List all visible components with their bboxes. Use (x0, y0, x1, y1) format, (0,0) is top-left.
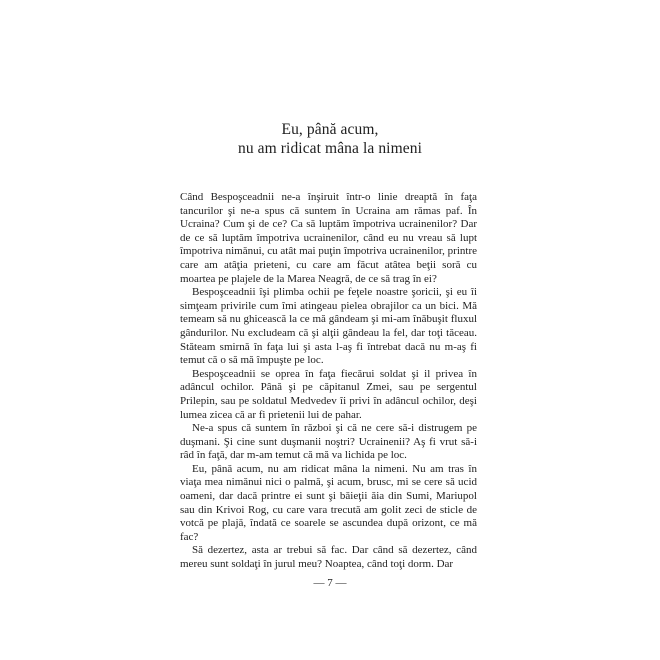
paragraph: Bespoşceadnii îşi plimba ochii pe feţele noastre şoricii, şi eu îi simţeam privirile cum îmi atingeau pielea obrajilor ca un bici. Mă temeam să nu ghicească la ce mă gândeam şi mi-am înăbuşit fluxul gândurilor. Nu excludeam că şi alţii gândeau la fel, dar toţi tăceau. Stăteam smirnă în faţa lui şi asta l-aş fi întrebat dacă nu m-aş fi temut că o să mă împuşte pe loc. (180, 286, 477, 367)
paragraph: Când Bespoşceadnii ne-a înşiruit într-o linie dreaptă în faţa tancurilor şi ne-a spus că suntem în Ucraina am rămas paf. În Ucraina? Cum şi de ce? Ca să luptăm împotriva ucrainenilor? Dar de ce să luptăm împotriva ucrainenilor, când eu nu vreau să lupt împotriva nimănui, cu atât mai puţin împotriva ucrainenilor, printre care am atâţia prieteni, cu care am făcut atâtea beţii soră cu moartea pe plajele de la Marea Neagră, de ce să trag în ei? (180, 191, 477, 285)
page-number: — 7 — (313, 577, 347, 589)
chapter-title-line-1: Eu, până acum, (281, 121, 379, 138)
chapter-title (0, 120, 660, 158)
paragraph: Ne-a spus că suntem în război şi că ne cere să-i distrugem pe duşmani. Şi cine sunt duşmanii noştri? Ucrainenii? Aş fi vrut să-i râd în faţă, dar m-am temut că mă va lichida pe loc. (180, 422, 477, 462)
chapter-title-line-2: nu am ridicat mâna la nimeni (237, 140, 422, 157)
paragraph: Să dezertez, asta ar trebui să fac. Dar când să dezertez, când mereu sunt soldaţi în jurul meu? Noaptea, când toţi dorm. Dar (180, 544, 477, 571)
chapter-body (180, 191, 477, 572)
paragraph: Bespoşceadnii se oprea în faţa fiecărui soldat şi il privea în adâncul ochilor. Până şi pe căpitanul Zmei, sau pe sergentul Prilepin, sau pe soldatul Medvedev îi privi în adâncul ochilor, deşi lumea zicea că ar fi prietenii lui de pahar. (180, 367, 477, 421)
paragraph: Eu, până acum, nu am ridicat mâna la nimeni. Nu am tras în viaţa mea nimănui nici o palmă, şi acum, brusc, mi se cere să ucid oameni, dar dacă printre ei sunt şi băieţii ăia din Sumi, Mariupol sau din Krivoi Rog, cu care vara trecută am golit zeci de sticle de votcă pe plajă, îndată ce soarele se ascundea după orizont, ce mă fac? (180, 462, 477, 543)
